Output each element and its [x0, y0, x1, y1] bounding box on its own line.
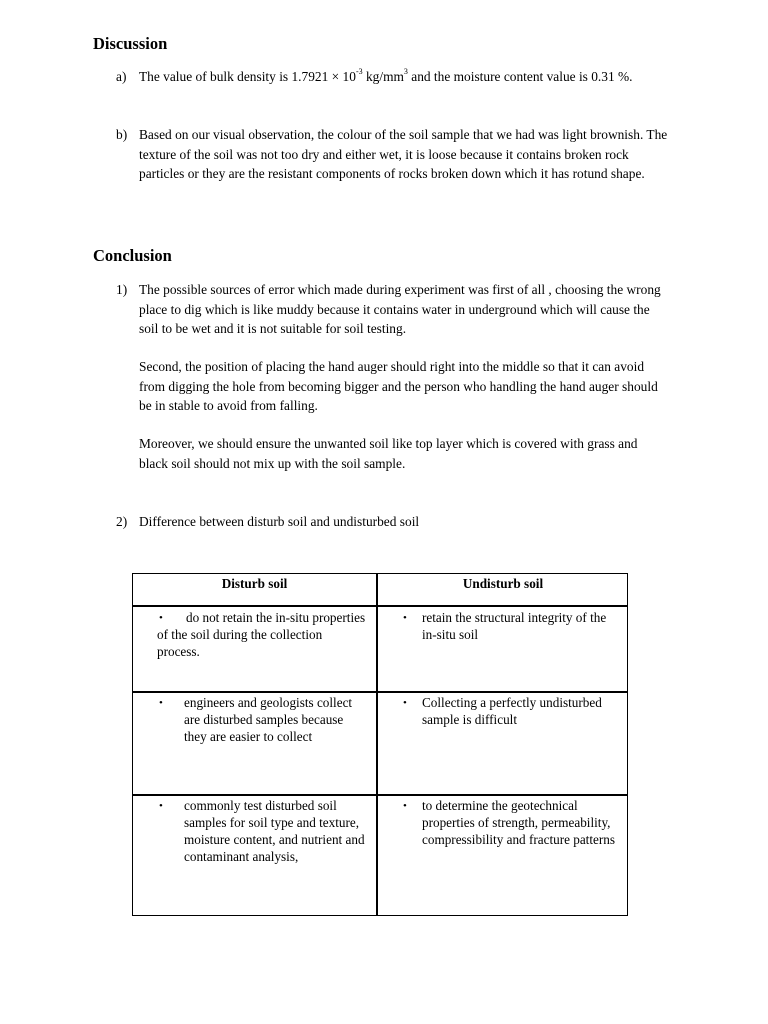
bullet-icon: •	[159, 697, 163, 709]
error-sources-paragraph: The possible sources of error which made during experiment was first of all , choosing the wrong place to dig which is like muddy because it contains water in underground which will cause the soil to be wet and it is not suitable for soil testing.	[139, 282, 661, 336]
bulk-density-text-before: The value of bulk density is 1.7921 × 10	[139, 69, 356, 84]
hand-auger-paragraph: Second, the position of placing the hand auger should right into the middle so that it can avoid from digging the hole from becoming bigger and the person who handling the hand auger should be in stable to avoid from falling.	[139, 359, 658, 413]
conclusion-heading: Conclusion	[93, 246, 172, 265]
table-cell: engineers and geologists collect are disturbed samples because they are easier to collect	[184, 695, 353, 744]
difference-paragraph: Difference between disturb soil and undisturbed soil	[139, 514, 420, 529]
item-a-marker: a)	[116, 69, 127, 84]
table-cell: retain the structural integrity of the in-situ soil	[422, 610, 607, 642]
item-2-marker: 2)	[116, 514, 128, 529]
bulk-density-paragraph	[139, 67, 669, 87]
unwanted-soil-paragraph: Moreover, we should ensure the unwanted soil like top layer which is covered with grass and black soil should not mix up with the soil sample.	[139, 436, 638, 471]
bullet-icon: •	[159, 612, 163, 624]
moisture-content-text: and the moisture content value is 0.31 %.	[407, 69, 633, 84]
table-row-divider	[133, 605, 627, 607]
item-b-marker: b)	[116, 127, 128, 142]
table-cell: do not retain the in-situ properties of the soil during the collection process.	[157, 610, 366, 659]
table-cell: commonly test disturbed soil samples for soil type and texture, moisture content, and nutrient and contaminant analysis,	[184, 798, 365, 864]
table-row-divider	[133, 691, 627, 693]
visual-observation-paragraph: Based on our visual observation, the colour of the soil sample that we had was light brownish. The texture of the soil was not too dry and either wet, it is loose because it contains broken rock particles or they are the resistant components of rocks broken down which it has rotund shape.	[139, 127, 668, 181]
bullet-icon: •	[403, 697, 407, 709]
table-header-undisturb: Undisturb soil	[462, 576, 544, 591]
table-header-disturb: Disturb soil	[221, 576, 288, 591]
bulk-density-unit: kg/mm	[362, 69, 404, 84]
bulk-density-exponent: -3	[355, 66, 363, 76]
bullet-icon: •	[403, 612, 407, 624]
bullet-icon: •	[159, 800, 163, 812]
unit-exponent: 3	[403, 66, 408, 76]
table-row-divider	[133, 794, 627, 796]
item-1-marker: 1)	[116, 282, 128, 297]
discussion-heading: Discussion	[93, 34, 168, 53]
table-cell: Collecting a perfectly undisturbed sample is difficult	[422, 695, 602, 727]
bullet-icon: •	[403, 800, 407, 812]
table-cell: to determine the geotechnical properties of strength, permeability, compressibility and fracture patterns	[422, 798, 615, 847]
soil-comparison-table	[132, 573, 628, 916]
table-column-divider	[376, 574, 378, 915]
